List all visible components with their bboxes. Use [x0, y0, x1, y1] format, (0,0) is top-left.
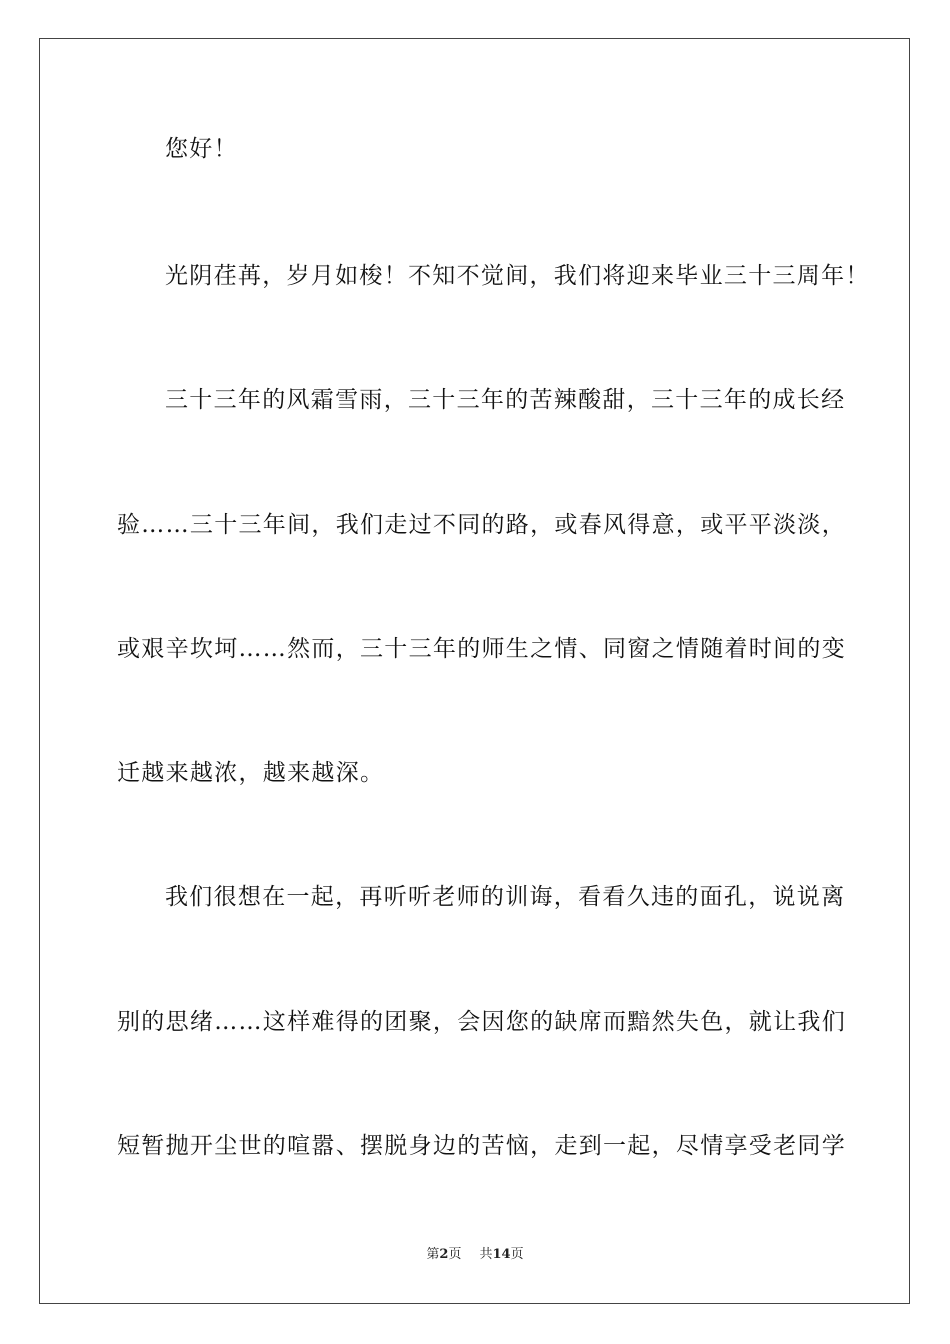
- paragraph-line: 别的思绪……这样难得的团聚，会因您的缺席而黯然失色，就让我们: [117, 1009, 846, 1035]
- page-number-suffix: 页: [448, 1247, 462, 1262]
- total-pages-prefix: 共: [479, 1247, 493, 1262]
- greeting-line: 您好！: [165, 136, 238, 162]
- page-number-prefix: 第: [426, 1247, 440, 1262]
- paragraph-line: 三十三年的风霜雪雨，三十三年的苦辣酸甜，三十三年的成长经: [165, 387, 846, 413]
- paragraph-line: 短暂抛开尘世的喧嚣、摆脱身边的苦恼，走到一起，尽情享受老同学: [117, 1133, 846, 1159]
- paragraph-line: 迁越来越浓，越来越深。: [117, 760, 385, 786]
- total-page-count: 14: [492, 1247, 511, 1262]
- current-page-number: 2: [439, 1247, 449, 1262]
- paragraph-line: 验……三十三年间，我们走过不同的路，或春风得意，或平平淡淡，: [117, 512, 846, 538]
- paragraph-line: 光阴荏苒，岁月如梭！不知不觉间，我们将迎来毕业三十三周年！: [165, 263, 870, 289]
- page-footer: [0, 1246, 950, 1264]
- paragraph-line: 我们很想在一起，再听听老师的训诲，看看久违的面孔，说说离: [165, 884, 846, 910]
- page-border: [39, 38, 910, 1304]
- total-pages-suffix: 页: [510, 1247, 524, 1262]
- paragraph-line: 或艰辛坎坷……然而，三十三年的师生之情、同窗之情随着时间的变: [117, 636, 846, 662]
